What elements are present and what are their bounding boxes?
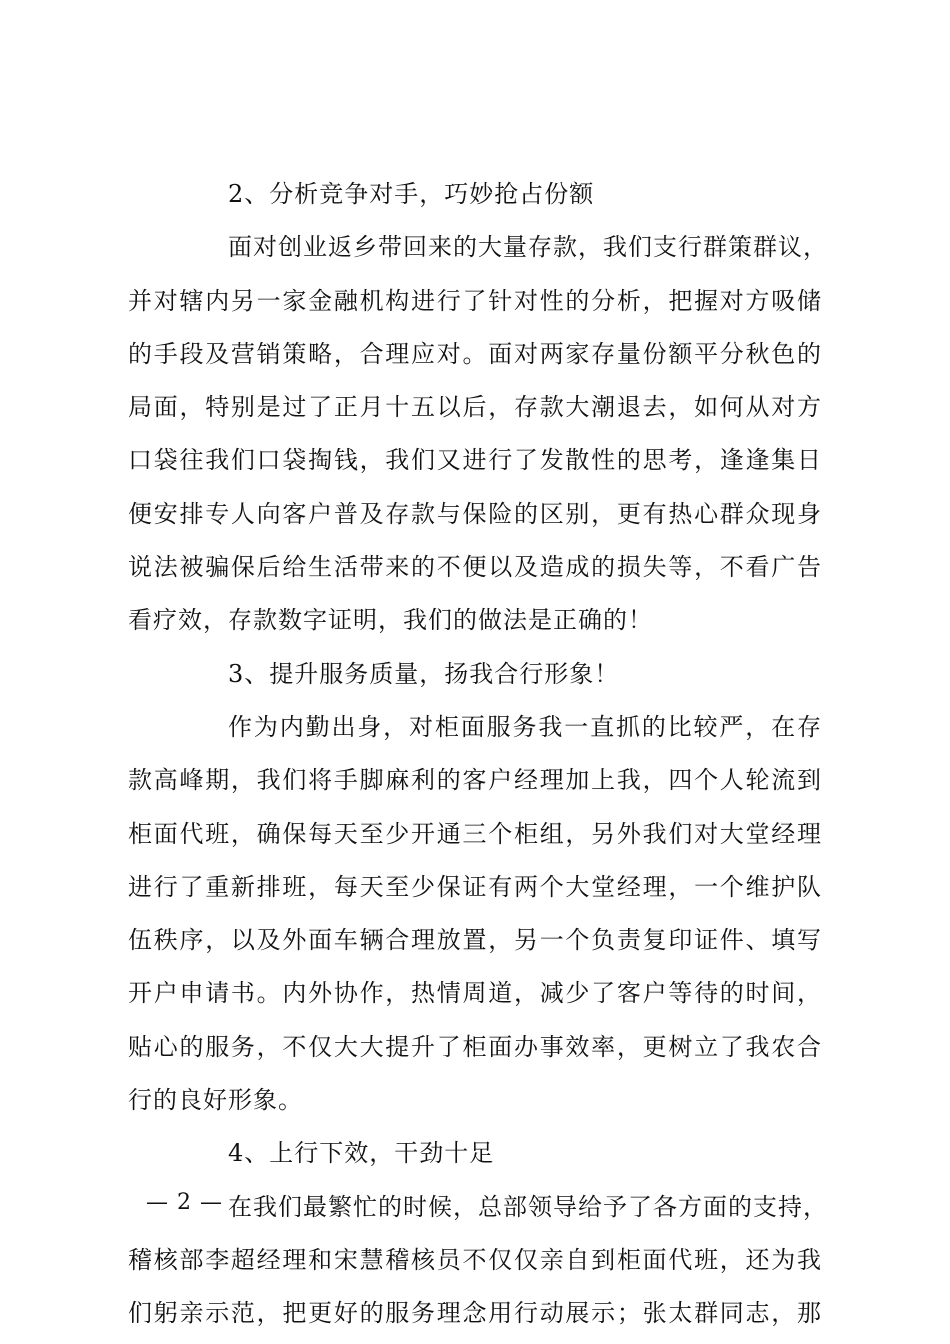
section-4-heading: 4、上行下效，干劲十足 [228,1139,495,1168]
page-number: — 2 — [146,1190,223,1215]
section-2-paragraph-line: 便安排专人向客户普及存款与保险的区别，更有热心群众现身 [128,499,822,528]
section-2-paragraph-line: 并对辖内另一家金融机构进行了针对性的分析，把握对方吸储 [128,286,822,315]
section-3-paragraph-line: 行的良好形象。 [128,1086,303,1115]
section-3-paragraph-line: 柜面代班，确保每天至少开通三个柜组，另外我们对大堂经理 [128,819,822,848]
section-4-paragraph-line: 们躬亲示范，把更好的服务理念用行动展示；张太群同志，那 [128,1299,822,1328]
section-3-heading: 3、提升服务质量，扬我合行形象！ [228,659,620,688]
section-3-paragraph-line: 伍秩序，以及外面车辆合理放置，另一个负责复印证件、填写 [128,926,822,955]
section-2-paragraph-line: 的手段及营销策略，合理应对。面对两家存量份额平分秋色的 [128,339,822,368]
section-3-paragraph-line: 开户申请书。内外协作，热情周道，减少了客户等待的时间， [128,979,822,1008]
section-2-paragraph-line: 面对创业返乡带回来的大量存款，我们支行群策群议， [228,233,828,262]
section-3-paragraph-line: 贴心的服务，不仅大大提升了柜面办事效率，更树立了我农合 [128,1032,822,1061]
section-2-paragraph-line: 看疗效，存款数字证明，我们的做法是正确的！ [128,606,653,635]
section-2-paragraph-line: 局面，特别是过了正月十五以后，存款大潮退去，如何从对方 [128,393,822,422]
section-2-paragraph-line: 说法被骗保后给生活带来的不便以及造成的损失等，不看广告 [128,553,822,582]
section-3-paragraph-line: 作为内勤出身，对柜面服务我一直抓的比较严，在存 [228,712,822,741]
section-3-paragraph-line: 款高峰期，我们将手脚麻利的客户经理加上我，四个人轮流到 [128,766,822,795]
section-2-heading: 2、分析竞争对手，巧妙抢占份额 [228,180,595,208]
section-4-paragraph-line: 稽核部李超经理和宋慧稽核员不仅仅亲自到柜面代班，还为我 [128,1245,822,1274]
document-body [128,168,828,1341]
section-3-paragraph-line: 进行了重新排班，每天至少保证有两个大堂经理，一个维护队 [128,872,822,901]
section-4-paragraph-line: 在我们最繁忙的时候，总部领导给予了各方面的支持， [228,1192,828,1221]
section-2-paragraph-line: 口袋往我们口袋掏钱，我们又进行了发散性的思考，逢逢集日 [128,446,822,475]
